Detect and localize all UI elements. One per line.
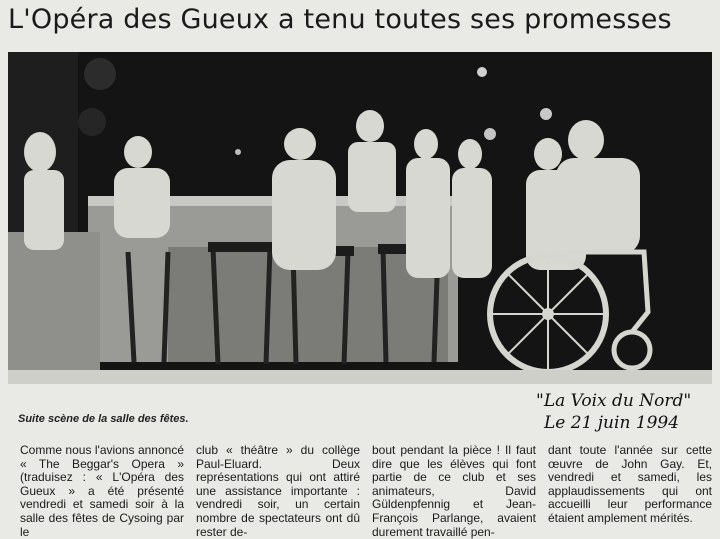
article-body (20, 443, 712, 539)
source-date: Le 21 juin 1994 (544, 413, 680, 433)
article-column-4 (548, 444, 712, 526)
headline: L'Opéra des Gueux a tenu toutes ses promesses (8, 4, 672, 35)
source-newspaper: "La Voix du Nord" (536, 391, 692, 411)
article-column-2 (196, 443, 360, 539)
stage-photo-illustration (8, 52, 712, 384)
article-column-3 (372, 443, 536, 539)
column-text: Comme nous l'avions annoncé « The Beggar's Opera » (traduisez : « L'Opéra des Gueux » a été présenté vendredi et samedi soir à la salle des fêtes de Cysoing par le (20, 443, 184, 539)
source-note (536, 390, 691, 434)
article-column-1 (20, 443, 184, 539)
column-text: bout pendant la pièce ! Il faut dire que les élèves qui font partie de ce club et ses animateurs, David Güldenpfennig et Jean-François Parlange, avaient durement travaillé pen- (372, 443, 536, 539)
column-text: dant toute l'année sur cette œuvre de John Gay. Et, vendredi et samedi, les applaudissements qui ont accueilli leur performance étaient amplement mérités. (548, 443, 712, 525)
stage-photo (8, 52, 712, 384)
photo-caption: Suite scène de la salle des fêtes. (18, 413, 189, 425)
column-text: club « théâtre » du collège Paul-Eluard. Deux représentations qui ont attiré une assistance importante : vendredi soir, un certain nombre de spectateurs ont dû rester de- (196, 443, 360, 539)
